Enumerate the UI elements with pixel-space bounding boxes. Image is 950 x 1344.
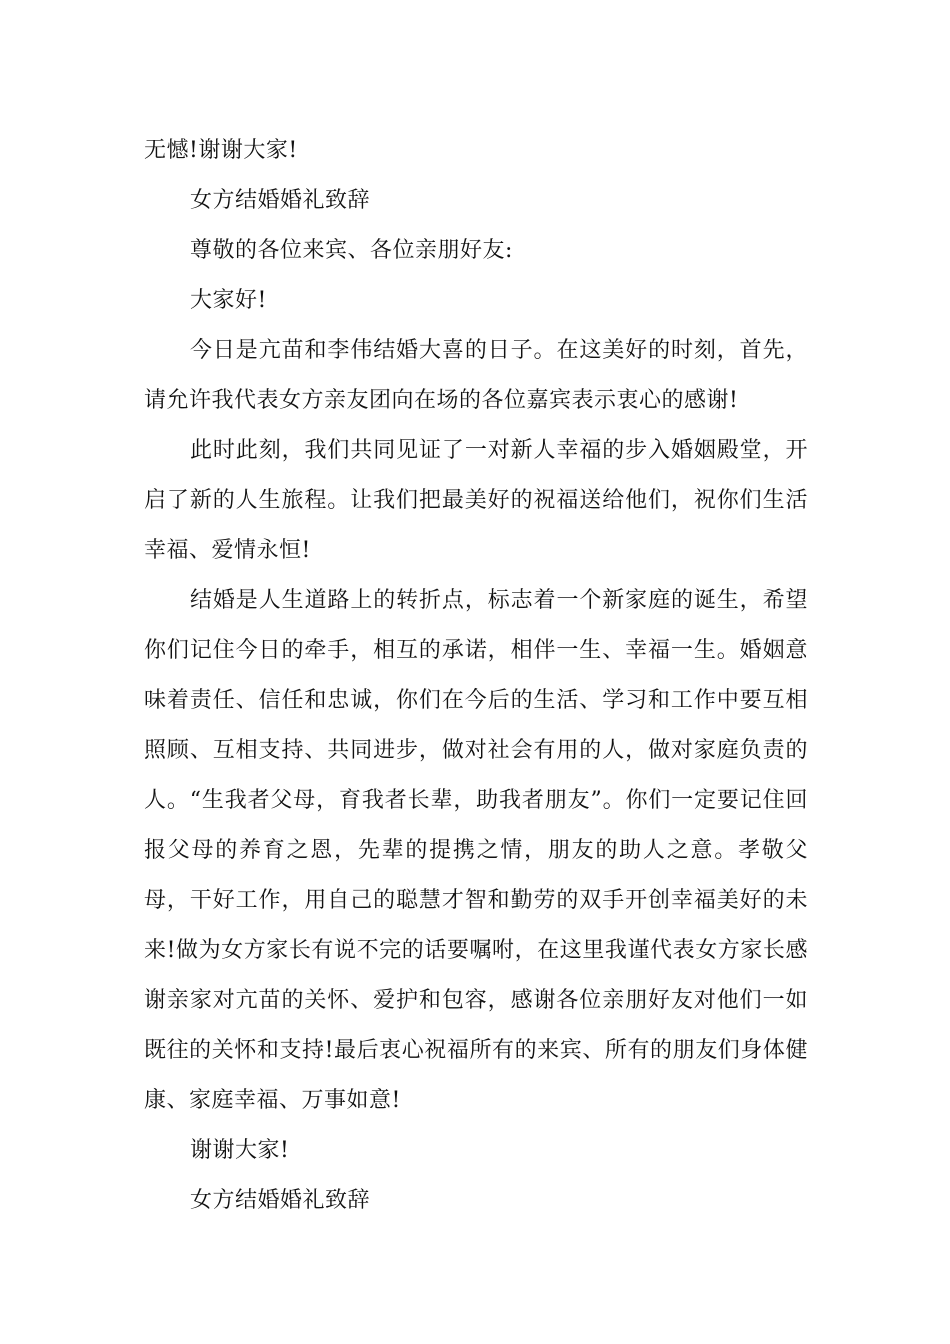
paragraph-title: 女方结婚婚礼致辞 <box>190 188 371 213</box>
paragraph-closing-line: 无憾!谢谢大家! <box>144 138 298 163</box>
paragraph-opening: 今日是亢苗和李伟结婚大喜的日子。在这美好的时刻，首先，请允许我代表女方亲友团向在场的各位嘉宾表示衷心的感谢! <box>144 338 808 413</box>
paragraph-greeting: 大家好! <box>190 288 267 313</box>
paragraph-salutation: 尊敬的各位来宾、各位亲朋好友: <box>190 238 513 263</box>
paragraph-main-body: 结婚是人生道路上的转折点，标志着一个新家庭的诞生，希望你们记住今日的牵手，相互的承诺，相伴一生、幸福一生。婚姻意味着责任、信任和忠诚，你们在今后的生活、学习和工作中要互相照顾、互相支持、共同进步，做对社会有用的人，做对家庭负责的人。“生我者父母，育我者长辈，助我者朋友”。你们一定要记住回报父母的养育之恩，先辈的提携之情，朋友的助人之意。孝敬父母，干好工作，用自己的聪慧才智和勤劳的双手开创幸福美好的未来!做为女方家长有说不完的话要嘱咐，在这里我谨代表女方家长感谢亲家对亢苗的关怀、爱护和包容，感谢各位亲朋好友对他们一如既往的关怀和支持!最后衷心祝福所有的来宾、所有的朋友们身体健康、家庭幸福、万事如意! <box>144 588 808 1113</box>
document-body <box>144 126 808 1226</box>
paragraph-blessing: 此时此刻，我们共同见证了一对新人幸福的步入婚姻殿堂，开启了新的人生旅程。让我们把最美好的祝福送给他们，祝你们生活幸福、爱情永恒! <box>144 438 808 563</box>
paragraph-next-title: 女方结婚婚礼致辞 <box>190 1188 371 1213</box>
paragraph-thanks: 谢谢大家! <box>190 1138 290 1163</box>
